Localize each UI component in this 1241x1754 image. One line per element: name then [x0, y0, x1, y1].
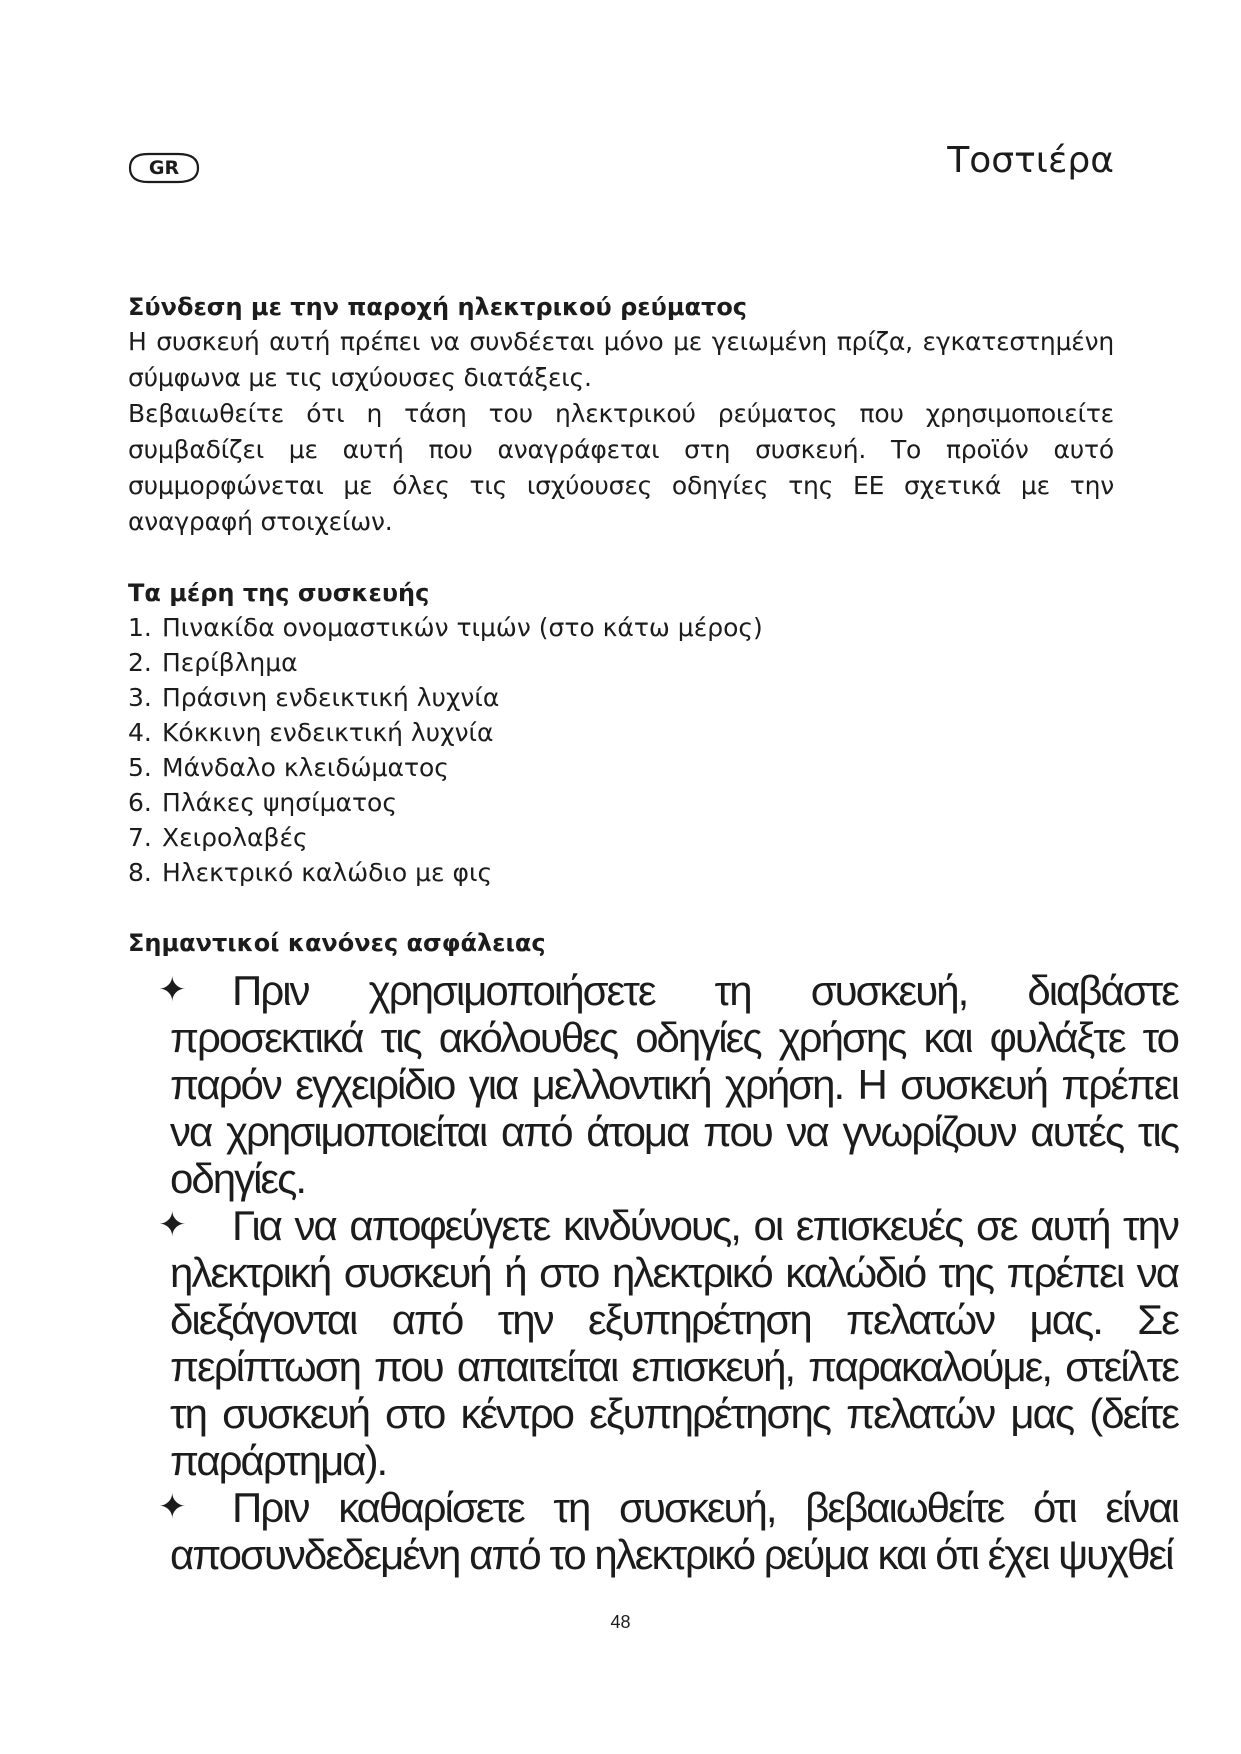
language-code: GR: [148, 157, 180, 179]
page-number: 48: [610, 1612, 631, 1632]
connection-paragraph-1: Η συσκευή αυτή πρέπει να συνδέεται μόνο με γειωμένη πρίζα, εγκατεστημένη σύμφωνα με τις ισχύουσες διατάξεις.: [128, 327, 1114, 392]
safety-rule: ✦ Πριν καθαρίσετε τη συσκευή, βεβαιωθείτε ότι είναι αποσυνδεδεμένη από το ηλεκτρικό ρεύμα και ότι έχει ψυχθεί: [158, 1484, 1178, 1578]
list-item: 7. Χειρολαβές: [128, 823, 308, 852]
star-bullet-icon: ✦: [158, 971, 187, 1009]
safety-rules: [128, 967, 1178, 1578]
safety-rule: ✦ Για να αποφεύγετε κινδύνους, οι επισκευές σε αυτή την ηλεκτρική συσκευή ή στο ηλεκτρικό καλώδιό της πρέπει να διεξάγονται από την εξυπηρέτηση πελατών μας. Σε περίπτωση που απαιτείται επισκευή, παρακαλούμε, στείλτε τη συσκευή στο κέντρο εξυπηρέτησης πελατών μας (δείτε παράρτημα).: [158, 1202, 1178, 1484]
safety-heading: Σημαντικοί κανόνες ασφάλειας: [128, 929, 546, 957]
list-item: 6. Πλάκες ψησίματος: [128, 788, 397, 817]
list-item: 8. Ηλεκτρικό καλώδιο με φις: [128, 858, 493, 887]
list-item: 3. Πράσινη ενδεικτική λυχνία: [128, 683, 500, 712]
list-item: 5. Μάνδαλο κλειδώματος: [128, 753, 449, 782]
document-title: Τοστιέρα: [947, 140, 1114, 181]
list-item: 4. Κόκκινη ενδεικτική λυχνία: [128, 718, 494, 747]
list-item: 1. Πινακίδα ονομαστικών τιμών (στο κάτω μέρος): [128, 613, 763, 642]
list-item: 2. Περίβλημα: [128, 648, 298, 677]
connection-heading: Σύνδεση με την παροχή ηλεκτρικού ρεύματος: [128, 293, 748, 321]
connection-paragraph-2: Βεβαιωθείτε ότι η τάση του ηλεκτρικού ρεύματος που χρησιμοποιείτε συμβαδίζει με αυτή που αναγράφεται στη συσκευή. Το προϊόν αυτό συμμορφώνεται με όλες τις ισχύουσες οδηγίες της ΕΕ σχετικά με την αναγραφή στοιχείων.: [128, 399, 1114, 536]
star-bullet-icon: ✦: [158, 1206, 187, 1244]
star-bullet-icon: ✦: [158, 1488, 187, 1526]
main-content: [128, 290, 1114, 960]
safety-rule: ✦ Πριν χρησιμοποιήσετε τη συσκευή, διαβάστε προσεκτικά τις ακόλουθες οδηγίες χρήσης και φυλάξτε το παρόν εγχειρίδιο για μελλοντική χρήση. Η συσκευή πρέπει να χρησιμοποιείται από άτομα που να γνωρίζουν αυτές τις οδηγίες.: [158, 967, 1178, 1202]
parts-heading: Τα μέρη της συσκευής: [128, 579, 430, 607]
parts-list: [128, 610, 1114, 890]
